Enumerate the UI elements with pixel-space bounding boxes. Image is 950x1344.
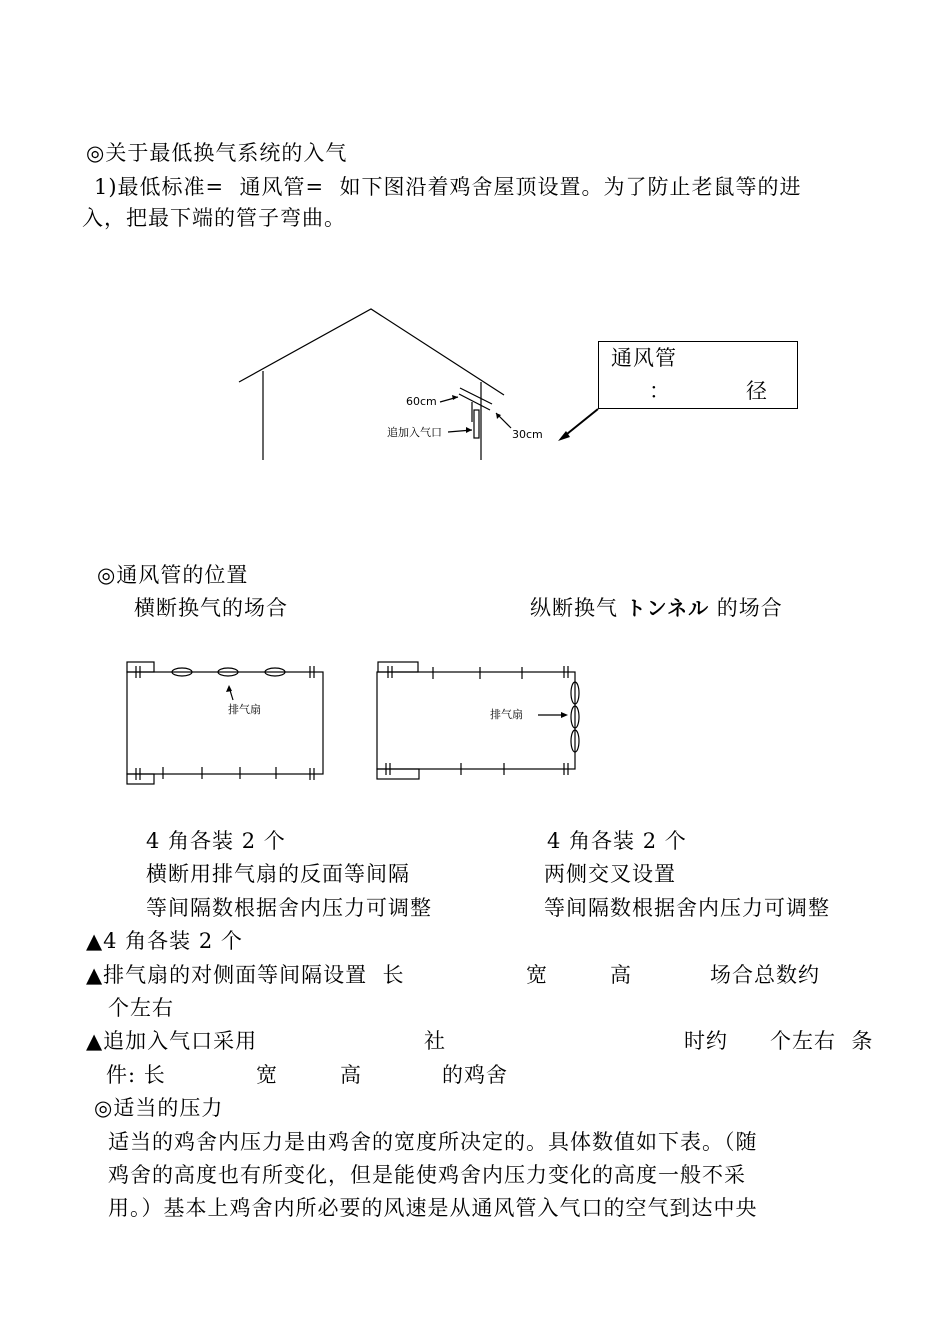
- note-left-2: 横断用排气扇的反面等间隔: [146, 862, 410, 886]
- bullet-inlet-line2-a: 件: 长: [106, 1063, 166, 1087]
- bullet-inlet-b: 社: [424, 1029, 446, 1053]
- note-right-2: 两侧交叉设置: [544, 862, 676, 886]
- bullet-exhaust-side-line2: 个左右: [108, 996, 174, 1020]
- note-right-3: 等间隔数根据舍内压力可调整: [544, 896, 830, 920]
- label-additional-inlet: 追加入气口: [387, 426, 442, 439]
- bullet-inlet-line2-d: 的鸡舍: [442, 1063, 508, 1087]
- paragraph-line: 用。）基本上鸡舍内所必要的风速是从通风管入气口的空气到达中央: [108, 1196, 758, 1220]
- paragraph-line: 1)最低标准= 通风管= 如下图沿着鸡舍屋顶设置。为了防止老鼠等的进: [94, 175, 802, 199]
- legend-colon: ：: [649, 379, 671, 403]
- section-heading-pipe-position: ◎通风管的位置: [97, 563, 249, 587]
- cross-ventilation-plan: [127, 672, 323, 774]
- legend-title: 通风管: [611, 346, 677, 370]
- note-left-3: 等间隔数根据舍内压力可调整: [146, 896, 432, 920]
- tunnel-ventilation-plan: [377, 672, 575, 769]
- note-left-1: 4 角各装 2 个: [146, 829, 286, 853]
- section-heading-pressure: ◎适当的压力: [94, 1096, 224, 1120]
- tunnel-ventilation-title: 纵断换气 トンネル 的场合: [530, 596, 783, 620]
- paragraph-line: 鸡舍的高度也有所变化，但是能使鸡舍内压力变化的高度一般不采: [108, 1163, 746, 1187]
- left-exhaust-fan-label: 排气扇: [228, 703, 261, 716]
- bullet-inlet-line2-b: 宽: [256, 1063, 278, 1087]
- bullet-inlet-d: 个左右 条: [770, 1029, 874, 1053]
- paragraph-line: 入，把最下端的管子弯曲。: [82, 206, 346, 230]
- right-exhaust-fan-label: 排气扇: [490, 708, 523, 721]
- bullet-exhaust-side-d: 场合总数约: [710, 963, 820, 987]
- bullet-inlet-c: 时约: [684, 1029, 728, 1053]
- bullet-corners: ▲4 角各装 2 个: [86, 929, 243, 953]
- label-60cm: 60cm: [406, 395, 437, 408]
- bullet-inlet-line2-c: 高: [340, 1063, 362, 1087]
- bullet-exhaust-side-c: 高: [610, 963, 632, 987]
- cross-ventilation-title: 横断换气的场合: [134, 596, 288, 620]
- bullet-exhaust-side-a: ▲排气扇的对侧面等间隔设置 长: [86, 963, 405, 987]
- legend-diameter: 径: [746, 379, 768, 403]
- bullet-exhaust-side-b: 宽: [526, 963, 548, 987]
- note-right-1: 4 角各装 2 个: [547, 829, 687, 853]
- bullet-inlet-a: ▲追加入气口采用: [86, 1029, 258, 1053]
- section-heading-minimum-ventilation: ◎关于最低换气系统的入气: [86, 141, 348, 165]
- paragraph-line: 适当的鸡舍内压力是由鸡舍的宽度所决定的。具体数值如下表。（随: [108, 1130, 758, 1154]
- label-30cm: 30cm: [512, 428, 543, 441]
